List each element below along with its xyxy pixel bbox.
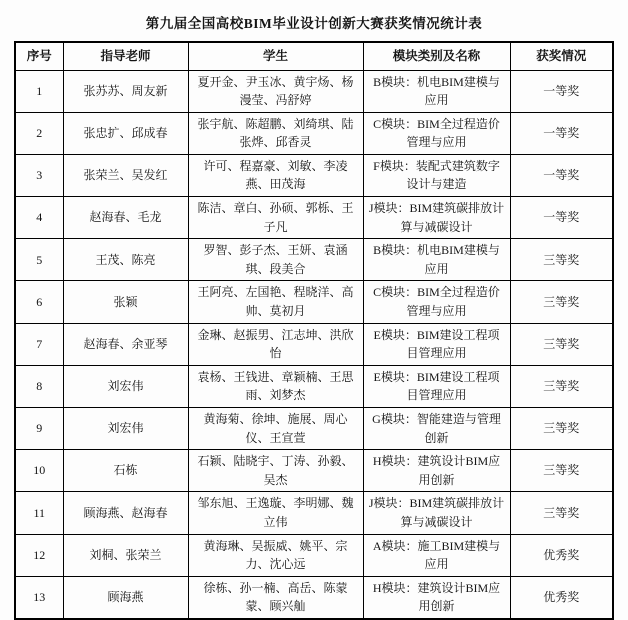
table-header-row <box>15 42 613 70</box>
cell-module: E模块：BIM建设工程项目管理应用 <box>363 365 510 407</box>
cell-no: 6 <box>15 281 63 323</box>
cell-students: 黄海琳、吴振威、姚平、宗力、沈心远 <box>188 534 363 576</box>
cell-students: 徐栋、孙一楠、高岳、陈蒙蒙、顾兴舢 <box>188 576 363 619</box>
cell-teachers: 刘宏伟 <box>63 365 188 407</box>
cell-module: E模块：BIM建设工程项目管理应用 <box>363 323 510 365</box>
cell-teachers: 张苏苏、周友新 <box>63 70 188 112</box>
column-header-award: 获奖情况 <box>510 42 613 70</box>
cell-students: 张宇航、陈超鹏、刘绮琪、陆张烨、邱香灵 <box>188 112 363 154</box>
cell-students: 夏开金、尹玉冰、黄宇炀、杨漫莹、冯舒婷 <box>188 70 363 112</box>
table-row <box>15 70 613 112</box>
table-row <box>15 408 613 450</box>
cell-no: 4 <box>15 197 63 239</box>
cell-module: J模块：BIM建筑碳排放计算与减碳设计 <box>363 197 510 239</box>
cell-teachers: 刘桐、张荣兰 <box>63 534 188 576</box>
table-row <box>15 492 613 534</box>
cell-teachers: 张颖 <box>63 281 188 323</box>
cell-students: 袁杨、王钱进、章颖楠、王思雨、刘梦杰 <box>188 365 363 407</box>
cell-teachers: 张荣兰、吴发红 <box>63 154 188 196</box>
cell-no: 2 <box>15 112 63 154</box>
cell-no: 7 <box>15 323 63 365</box>
column-header-students: 学生 <box>188 42 363 70</box>
cell-module: A模块：施工BIM建模与应用 <box>363 534 510 576</box>
cell-award: 一等奖 <box>510 154 613 196</box>
cell-students: 陈洁、章白、孙硕、郭栎、王子凡 <box>188 197 363 239</box>
cell-award: 三等奖 <box>510 323 613 365</box>
cell-module: C模块：BIM全过程造价管理与应用 <box>363 112 510 154</box>
cell-award: 三等奖 <box>510 239 613 281</box>
cell-module: F模块：装配式建筑数字设计与建造 <box>363 154 510 196</box>
cell-award: 优秀奖 <box>510 534 613 576</box>
table-row <box>15 239 613 281</box>
cell-no: 10 <box>15 450 63 492</box>
cell-award: 三等奖 <box>510 450 613 492</box>
table-row <box>15 534 613 576</box>
cell-students: 王阿亮、左国艳、程晓洋、高帅、莫初月 <box>188 281 363 323</box>
table-row <box>15 576 613 619</box>
cell-module: C模块：BIM全过程造价管理与应用 <box>363 281 510 323</box>
cell-students: 金琳、赵振男、江志坤、洪欣怡 <box>188 323 363 365</box>
cell-no: 1 <box>15 70 63 112</box>
cell-no: 8 <box>15 365 63 407</box>
cell-award: 三等奖 <box>510 408 613 450</box>
cell-students: 罗智、彭子杰、王妍、袁涵琪、段美合 <box>188 239 363 281</box>
cell-teachers: 刘宏伟 <box>63 408 188 450</box>
cell-teachers: 顾海燕、赵海春 <box>63 492 188 534</box>
cell-no: 5 <box>15 239 63 281</box>
cell-award: 一等奖 <box>510 197 613 239</box>
cell-no: 11 <box>15 492 63 534</box>
cell-award: 三等奖 <box>510 492 613 534</box>
cell-students: 许可、程嘉豪、刘敏、李凌燕、田茂海 <box>188 154 363 196</box>
cell-module: B模块：机电BIM建模与应用 <box>363 70 510 112</box>
table-row <box>15 365 613 407</box>
cell-module: H模块：建筑设计BIM应用创新 <box>363 576 510 619</box>
cell-award: 优秀奖 <box>510 576 613 619</box>
cell-teachers: 张忠扩、邱成春 <box>63 112 188 154</box>
table-row <box>15 323 613 365</box>
cell-teachers: 石栋 <box>63 450 188 492</box>
cell-module: H模块：建筑设计BIM应用创新 <box>363 450 510 492</box>
cell-students: 黄海菊、徐坤、施展、周心仪、王宣萱 <box>188 408 363 450</box>
table-row <box>15 281 613 323</box>
table-row <box>15 450 613 492</box>
cell-no: 9 <box>15 408 63 450</box>
table-row <box>15 197 613 239</box>
cell-award: 一等奖 <box>510 112 613 154</box>
cell-teachers: 赵海春、毛龙 <box>63 197 188 239</box>
cell-module: G模块：智能建造与管理创新 <box>363 408 510 450</box>
cell-no: 12 <box>15 534 63 576</box>
cell-teachers: 顾海燕 <box>63 576 188 619</box>
cell-students: 石颖、陆晓宇、丁涛、孙毅、吴杰 <box>188 450 363 492</box>
cell-teachers: 赵海春、余亚琴 <box>63 323 188 365</box>
cell-award: 一等奖 <box>510 70 613 112</box>
cell-no: 13 <box>15 576 63 619</box>
table-row <box>15 112 613 154</box>
cell-module: B模块：机电BIM建模与应用 <box>363 239 510 281</box>
cell-module: J模块：BIM建筑碳排放计算与减碳设计 <box>363 492 510 534</box>
cell-teachers: 王茂、陈亮 <box>63 239 188 281</box>
column-header-teachers: 指导老师 <box>63 42 188 70</box>
cell-award: 三等奖 <box>510 281 613 323</box>
column-header-no: 序号 <box>15 42 63 70</box>
column-header-module: 模块类别及名称 <box>363 42 510 70</box>
cell-students: 邹东旭、王逸璇、李明娜、魏立伟 <box>188 492 363 534</box>
table-row <box>15 154 613 196</box>
page-title: 第九届全国高校BIM毕业设计创新大赛获奖情况统计表 <box>145 16 483 31</box>
cell-award: 三等奖 <box>510 365 613 407</box>
awards-table <box>14 41 614 620</box>
cell-no: 3 <box>15 154 63 196</box>
